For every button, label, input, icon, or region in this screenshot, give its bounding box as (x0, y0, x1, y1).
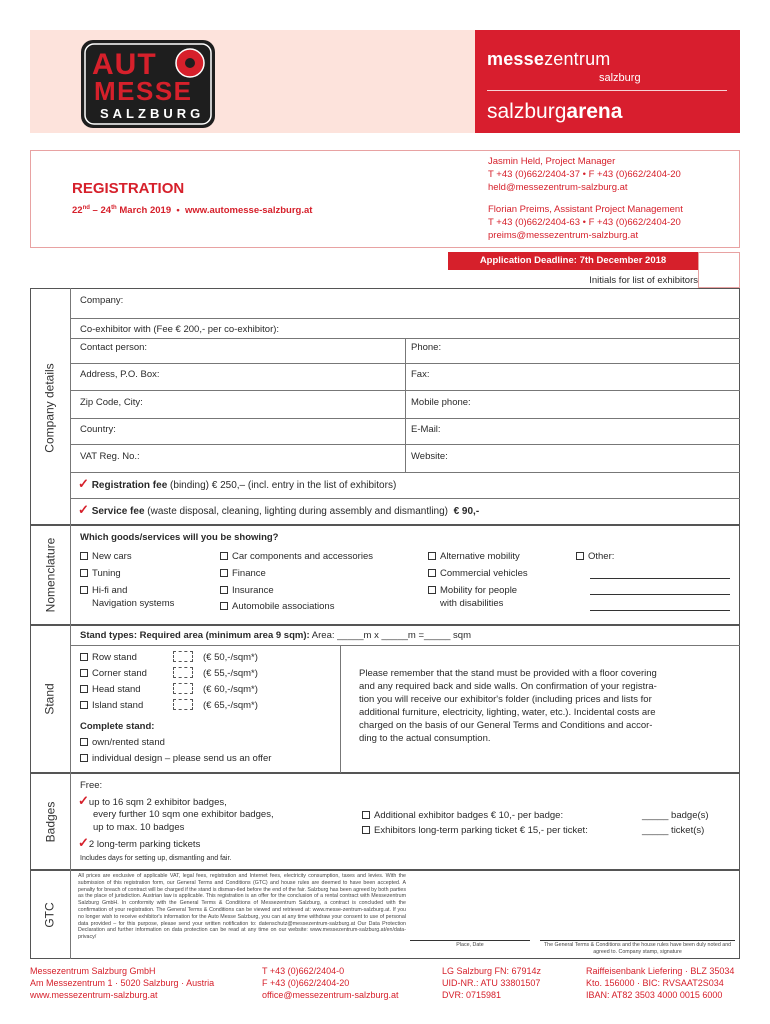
contact-name: Jasmin Held, Project Manager (488, 156, 616, 167)
checkbox-icon[interactable] (80, 653, 88, 661)
checkbox-icon[interactable] (428, 586, 436, 594)
coexhibitor-field[interactable]: Co-exhibitor with (Fee € 200,- per co-exhibitor): (80, 324, 280, 335)
option-individual-design[interactable]: individual design – please send us an offer (80, 753, 271, 764)
checkbox-icon[interactable] (80, 569, 88, 577)
registration-fee-row[interactable]: ✓ Registration fee (binding) € 250,– (incl. entry in the list of exhibitors) (78, 476, 397, 491)
row-stand-icon (173, 651, 193, 663)
checkbox-icon[interactable] (80, 552, 88, 560)
vat-field[interactable]: VAT Reg. No.: (80, 451, 140, 462)
checkbox-icon[interactable] (428, 552, 436, 560)
free-badges-line: ✓up to 16 sqm 2 exhibitor badges, (78, 793, 227, 808)
option-other[interactable]: Other: (576, 551, 614, 562)
note-line: ding to the actual consumption. (359, 732, 491, 744)
gtc-text: All prices are exclusive of applicable VAT, legal fees, registration and Internet fees, electricity consumption, taxes and levies. With the submission of this registration form, our General Terms and Conditions (GTC) and house rules are deemed to have been accepted. A penalty for breach of contract will be charged if the stand is disman-tled before the end of the fair. Salzburg has been agreed by both parties as the place of jurisdiction. Austrian law is applicable. This registration is an offer for the conclusion of a rental contract with Messezentrum Salzburg GmbH. In conformity with the General Terms & Conditions of Messezentrum Salzburg, a contract is concluded with the confirmation of your registration. The General Terms & Conditions can be viewed and retrieved at: www.messe-zentrum-salzburg.at. If you no longer wish to receive exhibitor's information for the Auto Messe Salzburg, you can at any time withdraw your consent to use of personal data provided – for this purpose, please send your written notification to: datenschutz@messezentrum-salzburg.at Our Data Protection Declaration and further information on data protection can be read at any time on our website: www.messezentrum-salzburg.at/en/data-privacy/ (78, 873, 406, 941)
divider (70, 773, 71, 870)
gtc-side-label: GTC (43, 901, 57, 928)
divider (70, 870, 71, 959)
application-deadline: Application Deadline: 7th December 2018 (448, 252, 698, 270)
checkbox-icon[interactable] (80, 754, 88, 762)
nomenclature-side-label: Nomenclature (43, 537, 58, 613)
event-dates: 22nd – 24th March 2019 • www.automesse-salzburg.at (72, 205, 313, 217)
ticket-count-field[interactable]: _____ ticket(s) (642, 825, 705, 836)
initials-box[interactable] (698, 252, 740, 288)
option-alternative-mobility[interactable]: Alternative mobility (428, 551, 520, 562)
option-car-components[interactable]: Car components and accessories (220, 551, 373, 562)
footer-company (30, 965, 214, 1001)
place-date-line[interactable] (410, 940, 530, 941)
footer-line: Raiffeisenbank Liefering · BLZ 35034 (586, 966, 735, 976)
initials-label: Initials for list of exhibitors (589, 275, 698, 286)
note-line: Please remember that the stand must be provided with a floor covering (359, 668, 657, 679)
checkbox-icon[interactable] (576, 552, 584, 560)
row-stand-price: (€ 50,-/sqm*) (203, 652, 258, 663)
option-own-rented[interactable]: own/rented stand (80, 737, 165, 748)
option-tuning[interactable]: Tuning (80, 568, 121, 579)
badges-side-label: Badges (43, 801, 58, 842)
option-row-stand[interactable]: Row stand (80, 652, 137, 663)
option-head-stand[interactable]: Head stand (80, 684, 141, 695)
registration-title: REGISTRATION (72, 180, 185, 197)
email-field[interactable]: E-Mail: (411, 424, 441, 435)
footer-bank (586, 965, 734, 1001)
checkbox-icon[interactable] (80, 685, 88, 693)
checkmark-icon: ✓ (78, 793, 89, 808)
divider (340, 645, 341, 773)
address-field[interactable]: Address, P.O. Box: (80, 369, 160, 380)
mz-divider (487, 90, 727, 91)
checkbox-icon[interactable] (220, 569, 228, 577)
contact-2 (488, 203, 683, 242)
divider (70, 318, 740, 319)
footer-line: T +43 (0)662/2404-0 (262, 966, 345, 976)
note-line: tion you will receive our exhibitor's folder (including prices and lists for (359, 693, 652, 705)
option-mobility-disabilities[interactable]: Mobility for people (428, 585, 517, 596)
divider (70, 288, 71, 525)
checkbox-icon[interactable] (220, 586, 228, 594)
option-mobility-cont: with disabilities (440, 598, 504, 609)
free-label: Free: (80, 780, 103, 791)
option-hifi-cont: Navigation systems (92, 598, 175, 609)
checkbox-icon[interactable] (428, 569, 436, 577)
footer-line: Kto. 156000 · BIC: RVSAAT2S034 (586, 978, 724, 988)
mz-city: salzburg (599, 72, 641, 84)
divider (70, 525, 71, 625)
footer-contact (262, 965, 399, 1001)
place-date-label: Place, Date (456, 942, 484, 948)
checkbox-icon[interactable] (80, 701, 88, 709)
head-stand-icon (173, 683, 193, 695)
note-line: charged on the basis of our General Terms and Conditions and accor- (359, 719, 653, 731)
messezentrum-logo (475, 30, 740, 133)
corner-stand-icon (173, 667, 193, 679)
option-island-stand[interactable]: Island stand (80, 700, 143, 711)
country-field[interactable]: Country: (80, 424, 116, 435)
checkbox-icon[interactable] (220, 602, 228, 610)
free-badges-line: every further 10 sqm one exhibitor badges, (93, 809, 274, 820)
checkmark-icon: ✓ (78, 835, 89, 850)
contact-email[interactable]: held@messezentrum-salzburg.at (488, 182, 628, 193)
badge-count-field[interactable]: _____ badge(s) (642, 810, 709, 821)
divider (70, 498, 740, 499)
free-badges-line: up to max. 10 badges (93, 822, 185, 833)
checkmark-icon: ✓ (78, 476, 89, 491)
stand-side-label: Stand (42, 683, 57, 715)
checkbox-icon[interactable] (80, 586, 88, 594)
note-line: additional furniture, electricity, lighting, water, etc.). Incidental costs are (359, 706, 656, 718)
signature-line[interactable] (540, 940, 735, 941)
contact-phone: T +43 (0)662/2404-37 • F +43 (0)662/2404-20 (488, 169, 681, 180)
checkbox-icon[interactable] (362, 826, 370, 834)
automesse-logo (78, 36, 218, 130)
option-corner-stand[interactable]: Corner stand (80, 668, 147, 679)
signature-label: The General Terms & Conditions and the house rules have been duly noted and agreed to. Company stamp, signature (543, 942, 732, 955)
option-commercial-vehicles[interactable]: Commercial vehicles (428, 568, 528, 579)
checkbox-icon[interactable] (220, 552, 228, 560)
arena-name: salzburgarena (487, 100, 623, 123)
option-automobile-associations[interactable]: Automobile associations (220, 601, 334, 612)
footer-legal (442, 965, 541, 1001)
fax-field[interactable]: Fax: (411, 369, 430, 380)
footer-link[interactable]: www.messezentrum-salzburg.at (30, 990, 158, 1000)
footer-line: UID-NR.: ATU 33801507 (442, 978, 541, 988)
footer-link[interactable]: office@messezentrum-salzburg.at (262, 990, 399, 1000)
option-insurance[interactable]: Insurance (220, 585, 274, 596)
logo-salzburg-text: SALZBURG (100, 106, 205, 121)
parking-tickets-line: ✓2 long-term parking tickets (78, 835, 201, 850)
footer-line: IBAN: AT82 3503 4000 0015 6000 (586, 990, 723, 1000)
stand-note (359, 668, 657, 745)
nomenclature-question: Which goods/services will you be showing? (80, 532, 279, 543)
footer-line: Am Messezentrum 1 · 5020 Salzburg · Austria (30, 978, 215, 988)
divider (405, 338, 406, 472)
other-line[interactable] (590, 594, 730, 595)
option-new-cars[interactable]: New cars (80, 551, 132, 562)
divider (70, 472, 740, 473)
footer-line: LG Salzburg FN: 67914z (442, 966, 542, 976)
company-field[interactable]: Company: (80, 295, 124, 306)
mobile-field[interactable]: Mobile phone: (411, 397, 471, 408)
company-side-label: Company details (43, 363, 58, 453)
divider (70, 645, 740, 646)
mz-name: messezentrum (487, 49, 611, 69)
contact-name: Florian Preims, Assistant Project Management (488, 204, 683, 215)
footer-line: Messezentrum Salzburg GmbH (30, 966, 156, 976)
contact-email[interactable]: preims@messezentrum-salzburg.at (488, 230, 639, 241)
other-line[interactable] (590, 610, 730, 611)
option-parking-tickets[interactable]: Exhibitors long-term parking ticket € 15,- per ticket: (362, 825, 588, 836)
head-stand-price: (€ 60,-/sqm*) (203, 684, 258, 695)
logo-messe-text: MESSE (94, 76, 193, 106)
complete-stand-label: Complete stand: (80, 721, 155, 732)
option-hifi[interactable]: Hi-fi and (80, 585, 127, 596)
website-field[interactable]: Website: (411, 451, 448, 462)
footer-line: DVR: 0715981 (442, 990, 502, 1000)
checkbox-icon[interactable] (80, 669, 88, 677)
divider (70, 625, 71, 773)
checkbox-icon[interactable] (80, 738, 88, 746)
footer-line: F +43 (0)662/2404-20 (262, 978, 350, 988)
island-stand-icon (173, 699, 193, 711)
service-fee-row[interactable]: ✓ Service fee (waste disposal, cleaning, lighting during assembly and dismantling) € 90,- (78, 502, 480, 517)
corner-stand-price: (€ 55,-/sqm*) (203, 668, 258, 679)
phone-field[interactable]: Phone: (411, 342, 442, 353)
zip-city-field[interactable]: Zip Code, City: (80, 397, 143, 408)
option-additional-badges[interactable]: Additional exhibitor badges € 10,- per badge: (362, 810, 563, 821)
stand-types: Stand types: Required area (minimum area 9 sqm): Area: _____m x _____m =_____ sqm (80, 630, 472, 641)
contact-1 (488, 155, 681, 194)
island-stand-price: (€ 65,-/sqm*) (203, 700, 258, 711)
checkbox-icon[interactable] (362, 811, 370, 819)
checkmark-icon: ✓ (78, 502, 89, 517)
badges-note: Includes days for setting up, dismantling and fair. (80, 855, 232, 862)
other-line[interactable] (590, 578, 730, 579)
contact-person-field[interactable]: Contact person: (80, 342, 148, 353)
note-line: and any required back and side walls. On confirmation of your registra- (359, 680, 657, 692)
contact-phone: T +43 (0)662/2404-63 • F +43 (0)662/2404-20 (488, 217, 681, 228)
option-finance[interactable]: Finance (220, 568, 266, 579)
logo-auto-text: AUT (92, 48, 157, 81)
